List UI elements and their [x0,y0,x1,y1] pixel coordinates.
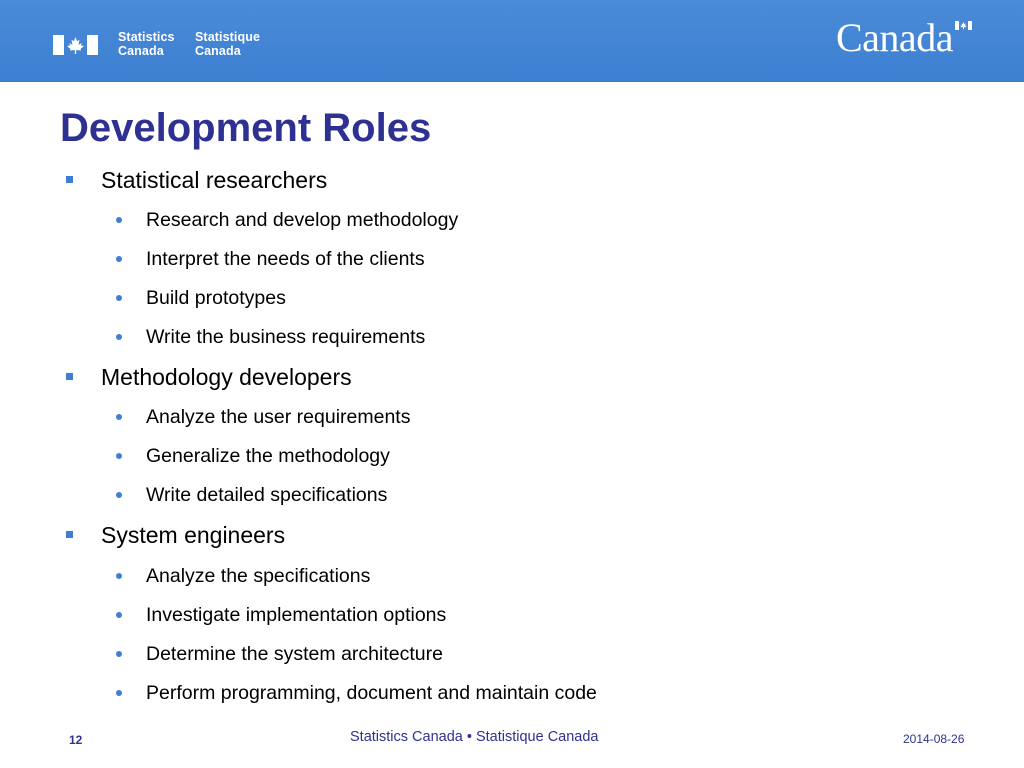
header-banner [0,0,1024,82]
list-item: Write detailed specifications [146,484,388,506]
dot-bullet-icon [116,690,122,696]
dot-bullet-icon [116,492,122,498]
list-item: Analyze the user requirements [146,406,411,428]
square-bullet-icon [66,531,73,538]
list-item: Research and develop methodology [146,209,459,231]
section-heading: Methodology developers [101,364,352,390]
list-item: Determine the system architecture [146,643,443,665]
dot-bullet-icon [116,573,122,579]
list-item: Build prototypes [146,287,286,309]
page-number: 12 [69,733,83,747]
org-name-french: Statistique Canada [195,30,260,58]
dot-bullet-icon [116,414,122,420]
dot-bullet-icon [116,295,122,301]
dot-bullet-icon [116,334,122,340]
list-item: Analyze the specifications [146,565,371,587]
list-item: Interpret the needs of the clients [146,248,425,270]
list-item: Perform programming, document and maintain code [146,682,597,704]
dot-bullet-icon [116,453,122,459]
list-item: Write the business requirements [146,326,426,348]
wordmark-flag-icon [955,21,972,30]
dot-bullet-icon [116,612,122,618]
org-name-english: Statistics Canada [118,30,175,58]
list-item: Generalize the methodology [146,445,390,467]
footer-org-text: Statistics Canada • Statistique Canada [350,729,599,745]
slide-title: Development Roles [60,106,432,150]
footer-date: 2014-08-26 [903,732,965,746]
dot-bullet-icon [116,651,122,657]
canada-flag-icon [53,35,98,55]
list-item: Investigate implementation options [146,604,447,626]
section-heading: Statistical researchers [101,167,328,193]
canada-wordmark: Canada [836,15,953,60]
square-bullet-icon [66,176,73,183]
dot-bullet-icon [116,217,122,223]
section-heading: System engineers [101,522,286,548]
square-bullet-icon [66,373,73,380]
dot-bullet-icon [116,256,122,262]
